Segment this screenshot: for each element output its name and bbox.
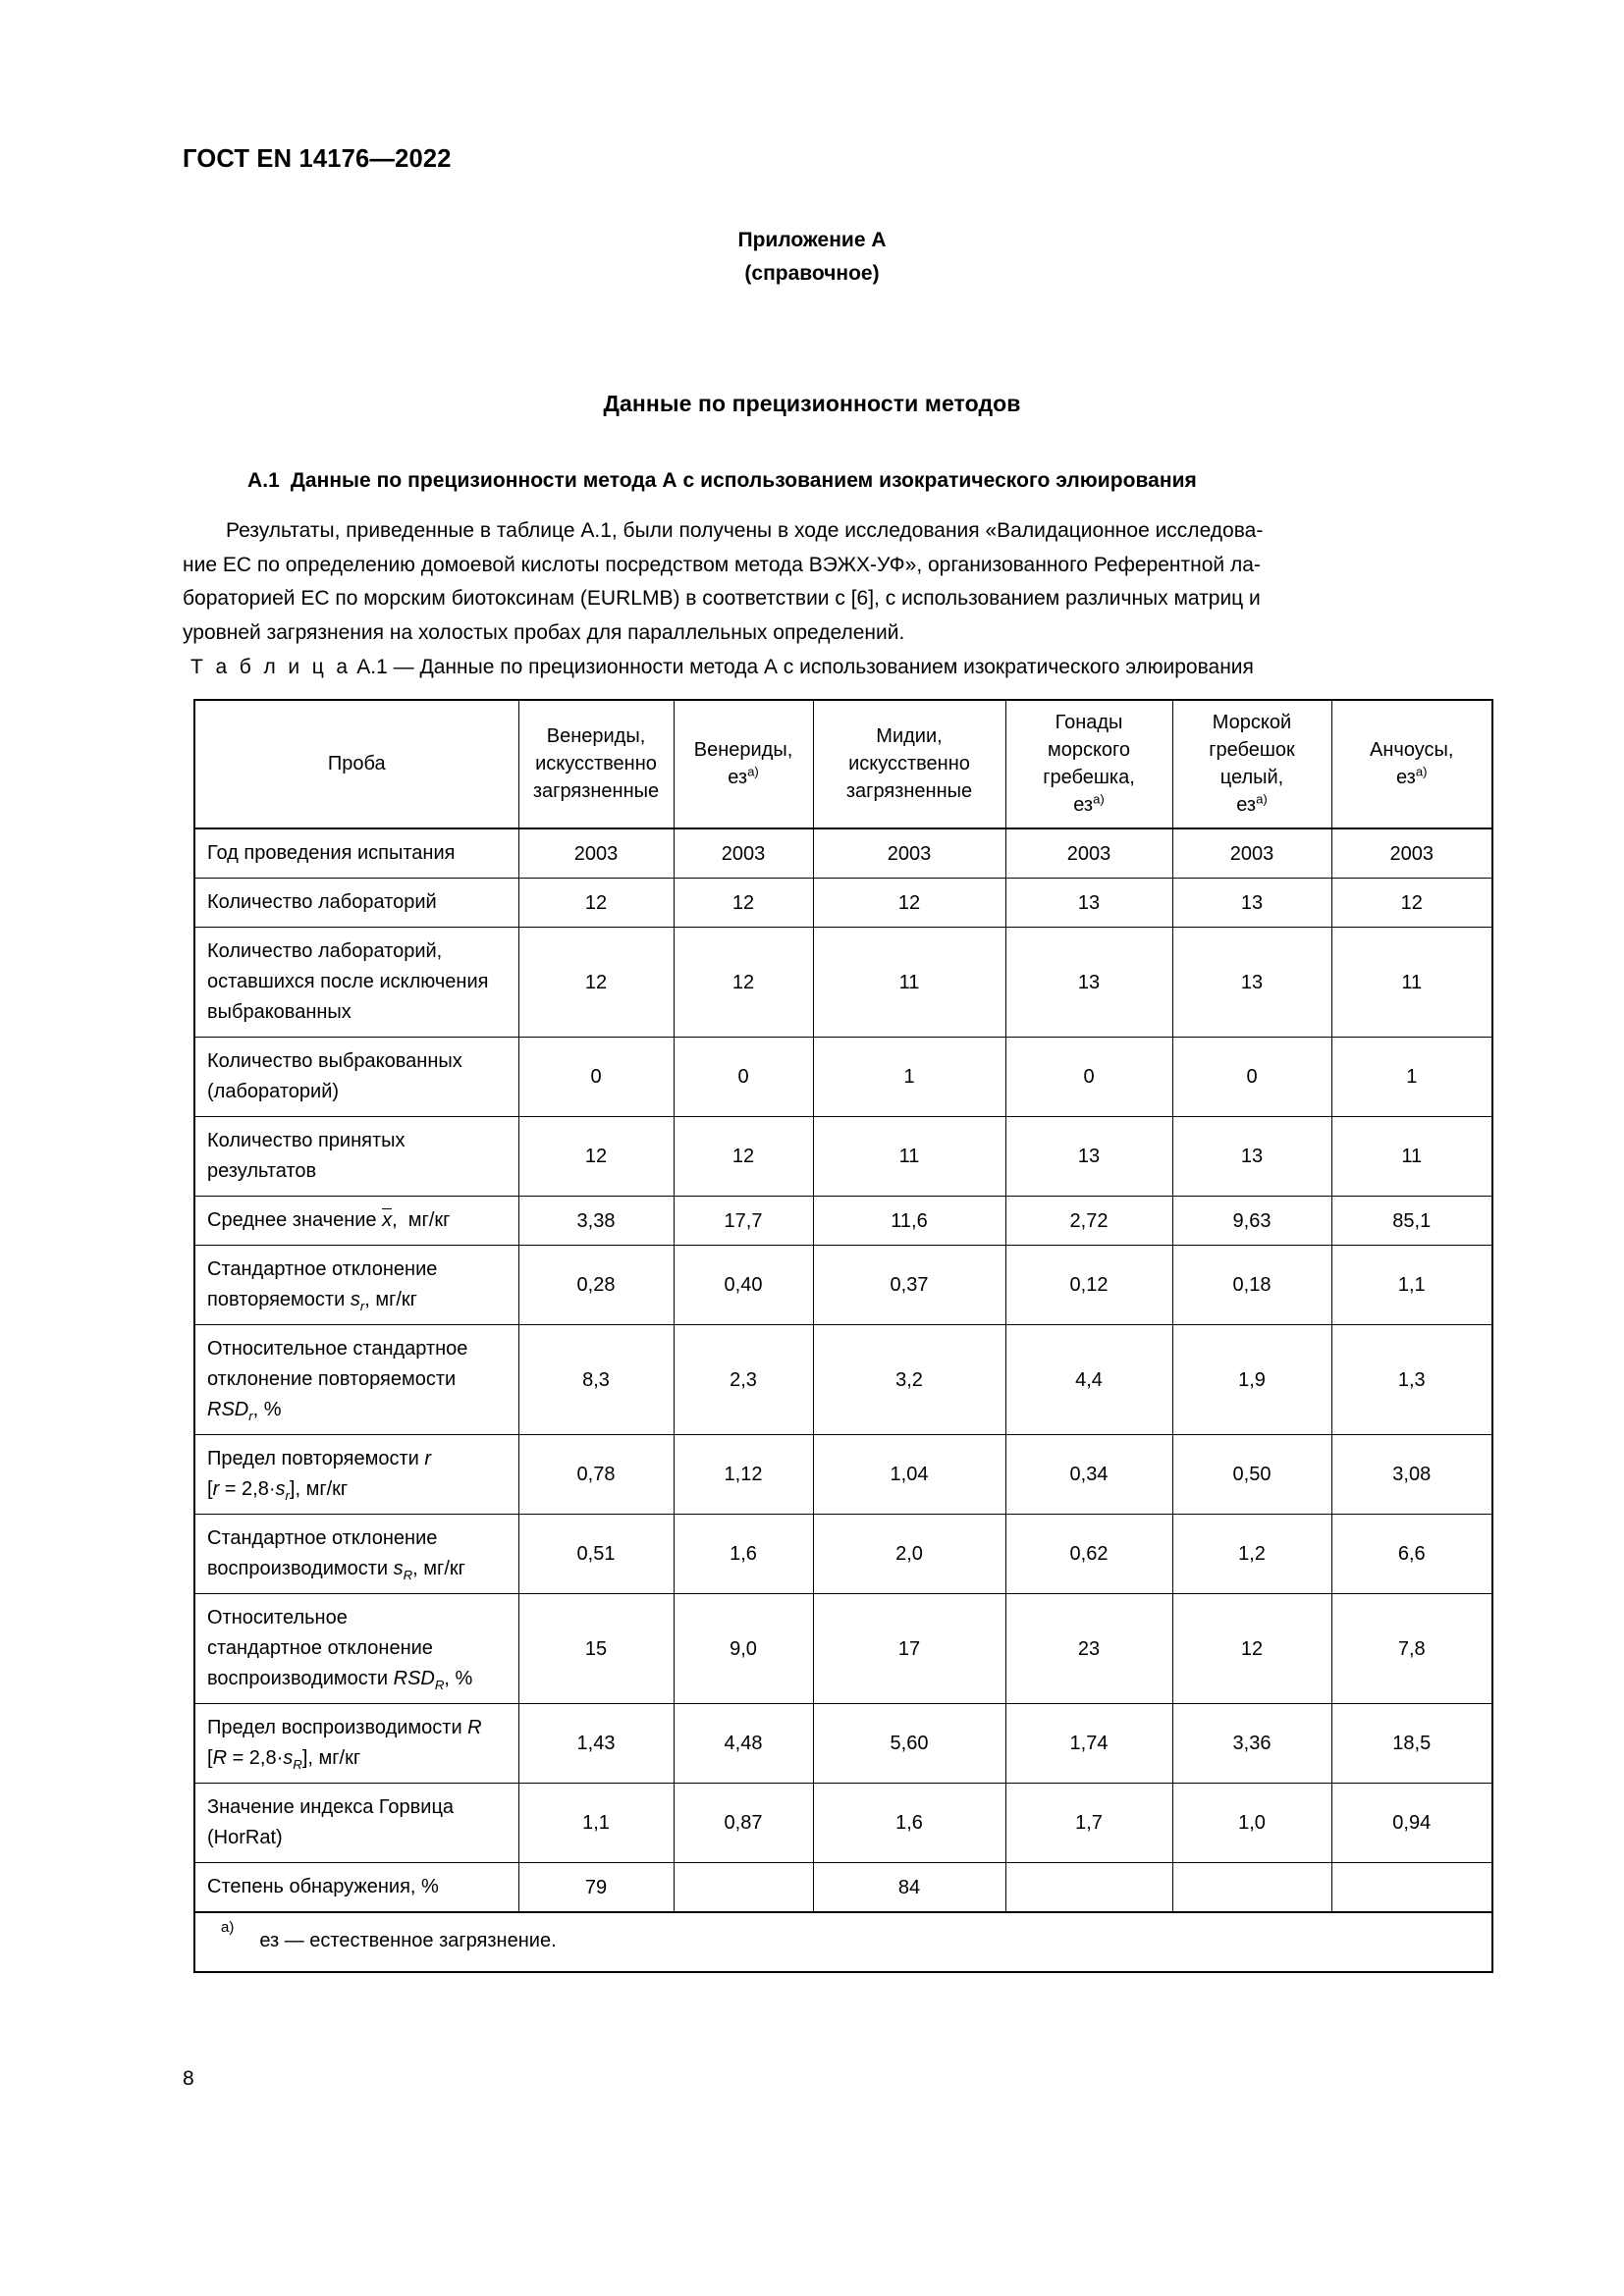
- paragraph-line-3: бораторией ЕС по морским биотоксинам (EURLMB) в соответствии с [6], с использованием различных матриц и: [183, 587, 1261, 611]
- header-label-line2: гребешок: [1209, 739, 1295, 761]
- table-footnote: [194, 1912, 1492, 1972]
- table-row: [194, 1784, 1492, 1863]
- table-footnote-row: [194, 1912, 1492, 1972]
- table-row: [194, 928, 1492, 1038]
- footnote-ref: а): [1415, 764, 1428, 779]
- precision-table-wrapper: [193, 699, 1491, 1973]
- cell-value: 0,51: [518, 1515, 674, 1594]
- cell-value: 84: [813, 1863, 1005, 1913]
- footnote-ref: а): [1256, 791, 1268, 807]
- cell-value: 2,72: [1005, 1197, 1172, 1246]
- table-row: [194, 1594, 1492, 1704]
- table-header-scallop-gonads: [1005, 700, 1172, 828]
- footnote-marker: а): [221, 1919, 235, 1937]
- cell-value: 0: [1172, 1038, 1331, 1117]
- cell-value: 11: [813, 1117, 1005, 1197]
- cell-value: 0: [674, 1038, 813, 1117]
- row-label-rsdR: Относительное стандартное отклонение воспроизводимости $RSD_R$, %: [194, 1594, 518, 1704]
- cell-value: 0,28: [518, 1246, 674, 1325]
- header-label-line1: Венериды,: [693, 739, 793, 761]
- cell-value: 1,1: [1331, 1246, 1492, 1325]
- cell-value: 13: [1005, 879, 1172, 928]
- cell-value: 13: [1172, 1117, 1331, 1197]
- cell-value: 1,04: [813, 1435, 1005, 1515]
- row-label-accepted: Количество принятых результатов: [194, 1117, 518, 1197]
- cell-value: [674, 1863, 813, 1913]
- cell-value: 7,8: [1331, 1594, 1492, 1704]
- paragraph-text-1: Результаты, приведенные в таблице А.1, были получены в ходе исследования «Валидационное исследова-: [226, 519, 1264, 542]
- cell-value: 12: [518, 1117, 674, 1197]
- cell-value: 2003: [674, 828, 813, 879]
- cell-value: 85,1: [1331, 1197, 1492, 1246]
- table-header-scallop-whole: [1172, 700, 1331, 828]
- table-header-venerids-spiked: [518, 700, 674, 828]
- cell-value: 12: [674, 928, 813, 1038]
- section-heading-text: Данные по прецизионности метода А с использованием изократического элюирования: [290, 469, 1197, 492]
- table-row: [194, 1038, 1492, 1117]
- cell-value: 23: [1005, 1594, 1172, 1704]
- table-header-proba: [194, 700, 518, 828]
- cell-value: 2003: [1331, 828, 1492, 879]
- header-label-line1: Гонады: [1055, 712, 1123, 733]
- header-label-line1: Морской: [1212, 712, 1292, 733]
- header-label: Проба: [327, 753, 386, 774]
- cell-value: 11: [1331, 1117, 1492, 1197]
- table-caption-text: Данные по прецизионности метода А с использованием изократического элюирования: [419, 656, 1254, 678]
- row-label-mean: Среднее значение x, мг/кг: [194, 1197, 518, 1246]
- cell-value: [1005, 1863, 1172, 1913]
- paragraph-line-4: уровней загрязнения на холостых пробах для параллельных определений.: [183, 620, 905, 644]
- annex-heading: [0, 224, 1624, 291]
- cell-value: 12: [518, 879, 674, 928]
- paragraph-line-1: [183, 514, 1442, 549]
- header-label-line3: загрязненные: [845, 780, 973, 802]
- cell-value: 1,2: [1172, 1515, 1331, 1594]
- table-header-venerids-nat: [674, 700, 813, 828]
- header-label-line1: Венериды,: [546, 725, 646, 747]
- cell-value: 1,12: [674, 1435, 813, 1515]
- cell-value: 13: [1172, 928, 1331, 1038]
- table-header-row: [194, 700, 1492, 828]
- cell-value: 17: [813, 1594, 1005, 1704]
- cell-value: 12: [1331, 879, 1492, 928]
- cell-value: 9,63: [1172, 1197, 1331, 1246]
- table-row: [194, 1435, 1492, 1515]
- body-paragraph: [183, 514, 1442, 650]
- cell-value: 12: [674, 1117, 813, 1197]
- footnote-text: ез — естественное загрязнение.: [259, 1930, 557, 1951]
- cell-value: 3,2: [813, 1325, 1005, 1435]
- header-label-line4: ез: [1236, 794, 1257, 816]
- annex-type: (справочное): [744, 262, 880, 285]
- cell-value: 0,62: [1005, 1515, 1172, 1594]
- cell-value: 1,0: [1172, 1784, 1331, 1863]
- cell-value: 0,18: [1172, 1246, 1331, 1325]
- table-row: [194, 1704, 1492, 1784]
- cell-value: 1,3: [1331, 1325, 1492, 1435]
- paragraph-line-2: ние ЕС по определению домоевой кислоты посредством метода ВЭЖХ-УФ», организованного Референтной ла-: [183, 553, 1261, 576]
- table-header-mussels-spiked: [813, 700, 1005, 828]
- cell-value: 0: [518, 1038, 674, 1117]
- cell-value: 0,34: [1005, 1435, 1172, 1515]
- table-row: [194, 828, 1492, 879]
- cell-value: 15: [518, 1594, 674, 1704]
- cell-value: 13: [1005, 1117, 1172, 1197]
- header-label-line2: ез: [1395, 767, 1416, 788]
- cell-value: 0,94: [1331, 1784, 1492, 1863]
- header-label-line2: искусственно: [848, 753, 970, 774]
- cell-value: 11: [813, 928, 1005, 1038]
- row-label-year: Год проведения испытания: [194, 828, 518, 879]
- table-row: [194, 1117, 1492, 1197]
- cell-value: [1172, 1863, 1331, 1913]
- section-number: А.1: [247, 469, 280, 492]
- cell-value: 1,74: [1005, 1704, 1172, 1784]
- cell-value: 12: [518, 928, 674, 1038]
- cell-value: 6,6: [1331, 1515, 1492, 1594]
- header-label-line1: Анчоусы,: [1370, 739, 1454, 761]
- row-label-sR: Стандартное отклонение воспроизводимости $s_R$, мг/кг: [194, 1515, 518, 1594]
- table-row: [194, 1246, 1492, 1325]
- cell-value: 9,0: [674, 1594, 813, 1704]
- row-label-labs: Количество лабораторий: [194, 879, 518, 928]
- row-label-horrat: Значение индекса Горвица (HorRat): [194, 1784, 518, 1863]
- cell-value: 1,7: [1005, 1784, 1172, 1863]
- cell-value: 3,36: [1172, 1704, 1331, 1784]
- table-header-anchovies: [1331, 700, 1492, 828]
- cell-value: 1: [1331, 1038, 1492, 1117]
- page-title: Данные по прецизионности методов: [603, 391, 1021, 416]
- table-caption-dash: —: [393, 656, 414, 678]
- cell-value: 12: [813, 879, 1005, 928]
- header-label-line1: Мидии,: [876, 725, 943, 747]
- cell-value: 1,43: [518, 1704, 674, 1784]
- header-label-line2: искусственно: [535, 753, 657, 774]
- table-row: [194, 1515, 1492, 1594]
- cell-value: 12: [674, 879, 813, 928]
- cell-value: 13: [1172, 879, 1331, 928]
- row-label-recovery: Степень обнаружения, %: [194, 1863, 518, 1913]
- cell-value: 0: [1005, 1038, 1172, 1117]
- table-row: [194, 1197, 1492, 1246]
- row-label-r-limit: Предел повторяемости r $[r = 2,8\cdot s_r]$, мг/кг: [194, 1435, 518, 1515]
- cell-value: 0,12: [1005, 1246, 1172, 1325]
- cell-value: 0,40: [674, 1246, 813, 1325]
- header-label-line3: целый,: [1219, 767, 1284, 788]
- page-number: 8: [183, 2067, 194, 2090]
- row-label-outliers: Количество выбракованных (лабораторий): [194, 1038, 518, 1117]
- cell-value: 1,6: [674, 1515, 813, 1594]
- cell-value: 2,3: [674, 1325, 813, 1435]
- cell-value: 2,0: [813, 1515, 1005, 1594]
- precision-table: [193, 699, 1493, 1973]
- cell-value: 11,6: [813, 1197, 1005, 1246]
- annex-title: Приложение А: [737, 229, 887, 251]
- cell-value: 4,4: [1005, 1325, 1172, 1435]
- cell-value: 0,37: [813, 1246, 1005, 1325]
- cell-value: 4,48: [674, 1704, 813, 1784]
- cell-value: 2003: [1005, 828, 1172, 879]
- document-header: ГОСТ EN 14176—2022: [183, 145, 452, 173]
- cell-value: 3,08: [1331, 1435, 1492, 1515]
- cell-value: 3,38: [518, 1197, 674, 1246]
- header-label-line2: морского: [1047, 739, 1131, 761]
- cell-value: 1,1: [518, 1784, 674, 1863]
- cell-value: 13: [1005, 928, 1172, 1038]
- cell-value: 1,9: [1172, 1325, 1331, 1435]
- cell-value: 0,78: [518, 1435, 674, 1515]
- table-caption: [190, 656, 1254, 679]
- header-label-line2: ез: [728, 767, 748, 788]
- cell-value: 17,7: [674, 1197, 813, 1246]
- cell-value: 0,50: [1172, 1435, 1331, 1515]
- cell-value: 0,87: [674, 1784, 813, 1863]
- cell-value: 2003: [813, 828, 1005, 879]
- cell-value: 2003: [518, 828, 674, 879]
- footnote-ref: а): [747, 764, 759, 779]
- header-label-line3: загрязненные: [532, 780, 660, 802]
- table-row: [194, 1863, 1492, 1913]
- table-caption-number: А.1: [356, 656, 388, 678]
- cell-value: [1331, 1863, 1492, 1913]
- table-caption-label: Т а б л и ц а: [190, 656, 352, 678]
- row-label-R-limit: Предел воспроизводимости R $[R = 2,8\cdot s_R]$, мг/кг: [194, 1704, 518, 1784]
- row-label-labs-retained: Количество лабораторий, оставшихся после исключения выбракованных: [194, 928, 518, 1038]
- header-label-line3: гребешка,: [1043, 767, 1135, 788]
- cell-value: 11: [1331, 928, 1492, 1038]
- row-label-sr: Стандартное отклонение повторяемости $s_r$, мг/кг: [194, 1246, 518, 1325]
- cell-value: 18,5: [1331, 1704, 1492, 1784]
- header-label-line4: ез: [1073, 794, 1094, 816]
- footnote-ref: а): [1093, 791, 1105, 807]
- table-row: [194, 879, 1492, 928]
- cell-value: 1,6: [813, 1784, 1005, 1863]
- cell-value: 2003: [1172, 828, 1331, 879]
- cell-value: 79: [518, 1863, 674, 1913]
- cell-value: 8,3: [518, 1325, 674, 1435]
- row-label-rsdr: Относительное стандартное отклонение повторяемости $RSD_r$, %: [194, 1325, 518, 1435]
- table-row: [194, 1325, 1492, 1435]
- section-heading: [247, 469, 1197, 493]
- cell-value: 12: [1172, 1594, 1331, 1704]
- cell-value: 5,60: [813, 1704, 1005, 1784]
- cell-value: 1: [813, 1038, 1005, 1117]
